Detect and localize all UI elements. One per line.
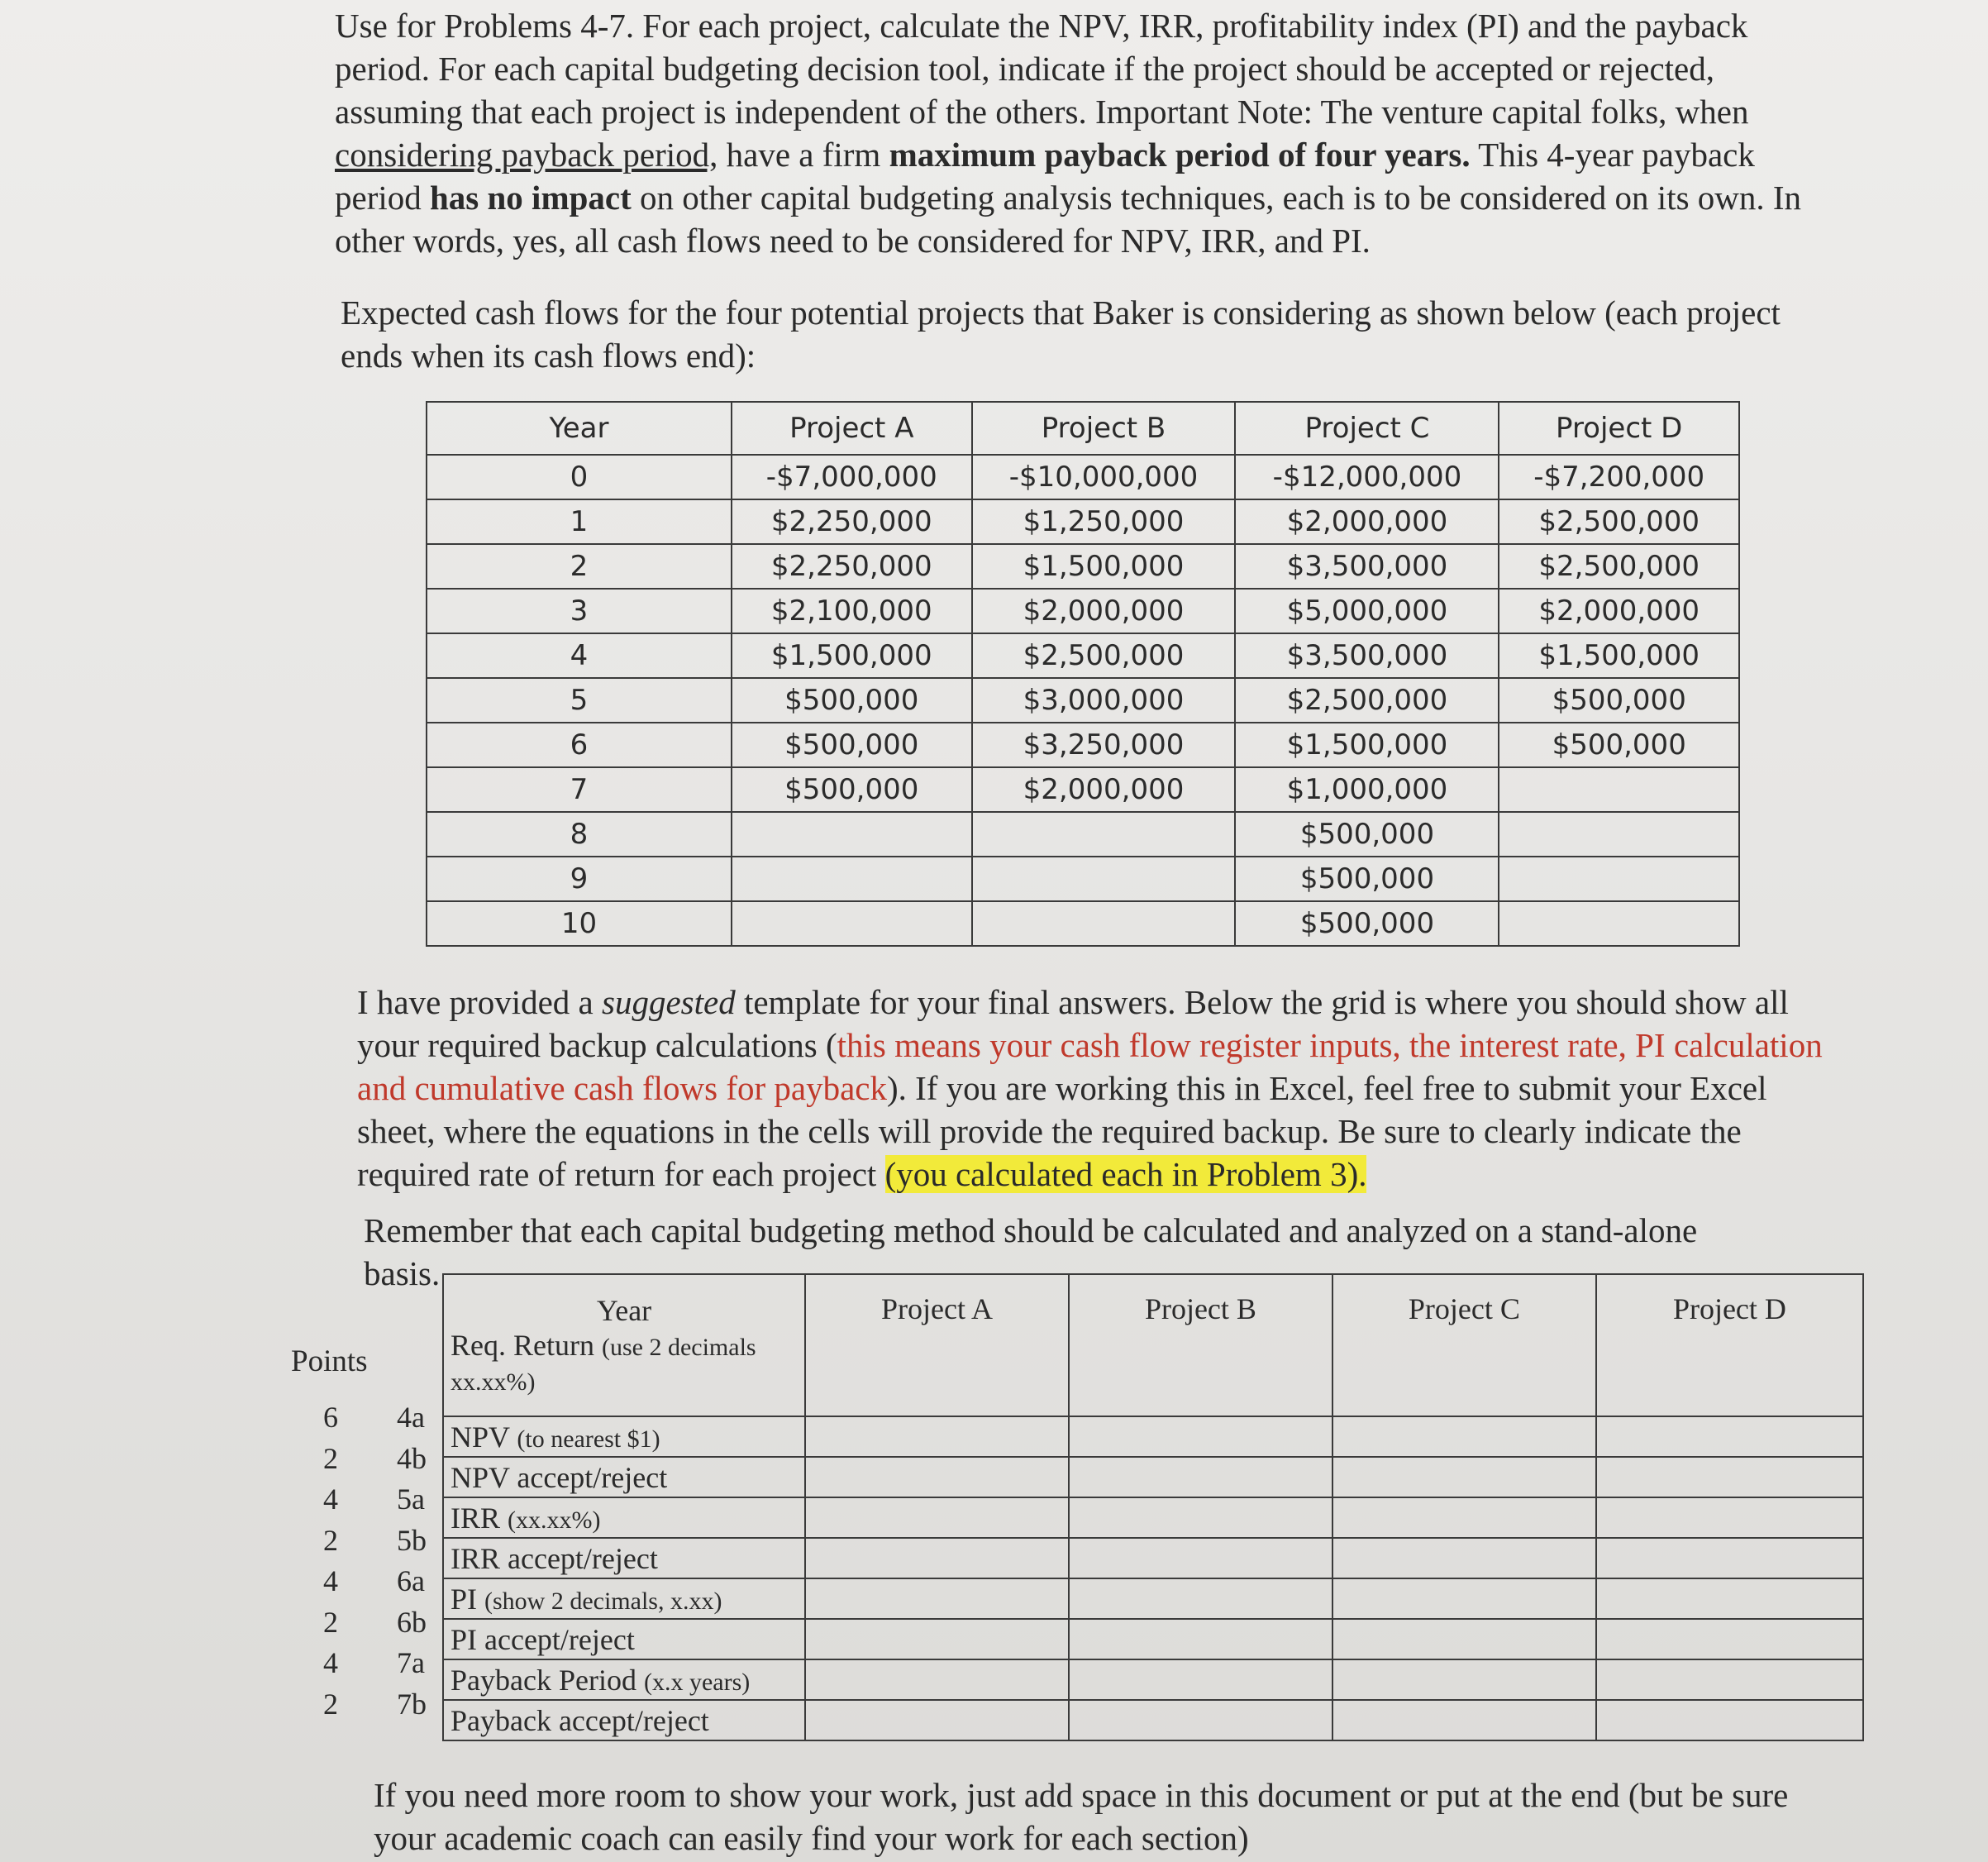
cash-flow-row [427, 499, 1739, 544]
answer-cell[interactable] [1332, 1538, 1596, 1578]
cash-flow-cell: $500,000 [1235, 812, 1499, 857]
points-value: 2 [323, 1687, 338, 1721]
year-cell: 5 [427, 678, 732, 723]
answer-header-row [443, 1274, 1863, 1416]
cash-flow-cell: $2,500,000 [1499, 544, 1739, 589]
cash-flow-cell: $2,500,000 [972, 633, 1236, 678]
cash-flow-cell: $2,000,000 [972, 767, 1236, 812]
problem-number: 5a [397, 1482, 425, 1516]
cash-flow-cell [1499, 767, 1739, 812]
answer-row-label: PI accept/reject [443, 1619, 805, 1659]
answer-cell[interactable] [1332, 1457, 1596, 1497]
year-label: Year [596, 1294, 652, 1327]
cash-flow-cell [972, 857, 1236, 901]
cash-flow-header-row [427, 402, 1739, 455]
points-value: 2 [323, 1441, 338, 1475]
cash-flow-cell: $1,250,000 [972, 499, 1236, 544]
answer-cell[interactable] [1596, 1416, 1863, 1457]
answer-header-project-c: Project C [1332, 1274, 1596, 1416]
cash-flow-cell [732, 812, 972, 857]
year-cell: 7 [427, 767, 732, 812]
answer-cell[interactable] [1596, 1457, 1863, 1497]
cash-flow-cell: $1,500,000 [972, 544, 1236, 589]
answer-header-project-a: Project A [805, 1274, 1069, 1416]
cash-flow-cell: $1,500,000 [1235, 723, 1499, 767]
answer-row [443, 1578, 1863, 1619]
answer-cell[interactable] [805, 1457, 1069, 1497]
year-cell: 3 [427, 589, 732, 633]
cash-flow-cell: $1,500,000 [732, 633, 972, 678]
answer-cell[interactable] [1069, 1659, 1332, 1700]
answer-row [443, 1619, 1863, 1659]
answer-cell[interactable] [805, 1578, 1069, 1619]
header-project-b: Project B [972, 402, 1236, 455]
year-cell: 0 [427, 455, 732, 499]
cash-flow-cell: -$7,200,000 [1499, 455, 1739, 499]
year-cell: 2 [427, 544, 732, 589]
cash-flow-cell: $500,000 [1235, 857, 1499, 901]
cash-flow-cell: $1,500,000 [1499, 633, 1739, 678]
answer-cell[interactable] [1069, 1457, 1332, 1497]
cash-flow-row [427, 901, 1739, 946]
expected-cash-flows-text: Expected cash flows for the four potential projects that Baker is considering as shown below (each project ends when its cash flows end): [341, 294, 1781, 375]
points-value: 4 [323, 1564, 338, 1597]
answer-cell[interactable] [1069, 1497, 1332, 1538]
answer-cell[interactable] [1596, 1619, 1863, 1659]
cash-flow-cell [972, 901, 1236, 946]
cash-flow-cell: $2,100,000 [732, 589, 972, 633]
cash-flow-cell: $500,000 [1499, 723, 1739, 767]
cash-flow-cell: -$10,000,000 [972, 455, 1236, 499]
points-value: 4 [323, 1646, 338, 1679]
problem-number: 7b [397, 1687, 427, 1721]
answer-row-label: PI (show 2 decimals, x.xx) [443, 1578, 805, 1619]
cash-flow-row [427, 812, 1739, 857]
header-project-a: Project A [732, 402, 972, 455]
cash-flow-cell: $2,250,000 [732, 544, 972, 589]
cash-flow-cell [1499, 857, 1739, 901]
remember-text: Remember that each capital budgeting method should be calculated and analyzed on a stand-alone basis. [364, 1211, 1698, 1292]
cash-flow-cell: $2,500,000 [1499, 499, 1739, 544]
answer-row-label: Payback Period (x.x years) [443, 1659, 805, 1700]
year-req-return-cell [443, 1274, 805, 1416]
answer-cell[interactable] [1069, 1538, 1332, 1578]
answer-row [443, 1538, 1863, 1578]
cash-flow-cell: $500,000 [732, 767, 972, 812]
cash-flow-cell: $2,500,000 [1235, 678, 1499, 723]
year-cell: 10 [427, 901, 732, 946]
cash-flow-table [426, 401, 1740, 947]
cash-flow-row [427, 544, 1739, 589]
answer-cell[interactable] [1069, 1700, 1332, 1740]
answer-cell[interactable] [1332, 1416, 1596, 1457]
points-value: 2 [323, 1605, 338, 1639]
cash-flow-cell: $2,000,000 [972, 589, 1236, 633]
cash-flow-cell: $2,000,000 [1499, 589, 1739, 633]
points-value: 6 [323, 1401, 338, 1434]
year-cell: 9 [427, 857, 732, 901]
answer-row-label: Payback accept/reject [443, 1700, 805, 1740]
answer-row [443, 1497, 1863, 1538]
req-return-note: (use 2 decimals xx.xx%) [451, 1334, 756, 1396]
answer-cell[interactable] [805, 1416, 1069, 1457]
answer-cell[interactable] [1596, 1700, 1863, 1740]
answer-cell[interactable] [1069, 1619, 1332, 1659]
problem-number: 7a [397, 1646, 425, 1679]
answer-row-label: IRR accept/reject [443, 1538, 805, 1578]
cash-flow-cell: -$7,000,000 [732, 455, 972, 499]
problem-number: 4a [397, 1401, 425, 1434]
answer-cell[interactable] [805, 1700, 1069, 1740]
points-header: Points [291, 1344, 368, 1378]
answer-cell[interactable] [1332, 1659, 1596, 1700]
answer-row [443, 1416, 1863, 1457]
header-year: Year [427, 402, 732, 455]
answer-cell[interactable] [1332, 1619, 1596, 1659]
answer-cell[interactable] [1332, 1497, 1596, 1538]
points-value: 4 [323, 1482, 338, 1516]
cash-flow-cell: $3,250,000 [972, 723, 1236, 767]
answer-row [443, 1700, 1863, 1740]
cash-flow-cell [1499, 812, 1739, 857]
cash-flow-cell [1499, 901, 1739, 946]
answer-header-project-d: Project D [1596, 1274, 1863, 1416]
cash-flow-cell: $500,000 [732, 723, 972, 767]
footer-note: If you need more room to show your work, just add space in this document or put at the end (but be sure your academic coach can easily find your work for each section) [374, 1776, 1789, 1857]
problem-number: 5b [397, 1523, 427, 1557]
answer-cell[interactable] [1596, 1497, 1863, 1538]
cash-flow-cell: $500,000 [732, 678, 972, 723]
cash-flow-row [427, 455, 1739, 499]
problem-number: 4b [397, 1441, 427, 1475]
cash-flow-cell: $2,000,000 [1235, 499, 1499, 544]
cash-flow-cell: $2,250,000 [732, 499, 972, 544]
answer-cell[interactable] [805, 1619, 1069, 1659]
cash-flow-cell [732, 857, 972, 901]
answer-cell[interactable] [1596, 1578, 1863, 1619]
answer-header-project-b: Project B [1069, 1274, 1332, 1416]
cash-flow-cell [972, 812, 1236, 857]
year-cell: 1 [427, 499, 732, 544]
cash-flow-cell [732, 901, 972, 946]
cash-flow-cell: $3,500,000 [1235, 544, 1499, 589]
cash-flow-row [427, 633, 1739, 678]
answer-cell[interactable] [1596, 1659, 1863, 1700]
year-cell: 8 [427, 812, 732, 857]
year-cell: 6 [427, 723, 732, 767]
cash-flow-row [427, 767, 1739, 812]
answer-cell[interactable] [1596, 1538, 1863, 1578]
cash-flow-cell: $5,000,000 [1235, 589, 1499, 633]
header-project-d: Project D [1499, 402, 1739, 455]
cash-flow-row [427, 723, 1739, 767]
problem-number: 6b [397, 1605, 427, 1639]
answer-row-label: IRR (xx.xx%) [443, 1497, 805, 1538]
answer-row-label: NPV (to nearest $1) [443, 1416, 805, 1457]
year-cell: 4 [427, 633, 732, 678]
answer-cell[interactable] [805, 1538, 1069, 1578]
answer-cell[interactable] [1069, 1578, 1332, 1619]
cash-flow-cell: $1,000,000 [1235, 767, 1499, 812]
answer-row [443, 1659, 1863, 1700]
cash-flow-cell: $500,000 [1235, 901, 1499, 946]
cash-flow-cell: -$12,000,000 [1235, 455, 1499, 499]
cash-flow-cell: $500,000 [1499, 678, 1739, 723]
template-instructions: I have provided a suggested template for your final answers. Below the grid is where you should show all your required backup calculations (this means your cash flow register inputs, the interest rate, PI calculation and cumulative cash flows for payback). If you are working this in Excel, feel free to submit your Excel sheet, where the equations in the cells will provide the required backup. Be sure to clearly indicate the required rate of return for each project (you calculated each in Problem 3). [357, 983, 1823, 1193]
cash-flow-cell: $3,000,000 [972, 678, 1236, 723]
points-value: 2 [323, 1523, 338, 1557]
answer-cell[interactable] [1069, 1416, 1332, 1457]
header-project-c: Project C [1235, 402, 1499, 455]
cash-flow-row [427, 589, 1739, 633]
instructions-paragraph: Use for Problems 4-7. For each project, calculate the NPV, IRR, profitability index (PI) and the payback period. For each capital budgeting decision tool, indicate if the project should be accepted or rejected, assuming that each project is independent of the others. Important Note: The venture capital folks, when considering payback period, have a firm maximum payback period of four years. This 4-year payback period has no impact on other capital budgeting analysis techniques, each is to be considered on its own. In other words, yes, all cash flows need to be considered for NPV, IRR, and PI. [335, 7, 1802, 260]
cash-flow-row [427, 857, 1739, 901]
cash-flow-row [427, 678, 1739, 723]
answer-cell[interactable] [1332, 1578, 1596, 1619]
answer-cell[interactable] [1332, 1700, 1596, 1740]
answer-cell[interactable] [805, 1497, 1069, 1538]
answer-row-label: NPV accept/reject [443, 1457, 805, 1497]
answer-row [443, 1457, 1863, 1497]
cash-flow-cell: $3,500,000 [1235, 633, 1499, 678]
req-return-label: Req. Return [451, 1329, 602, 1362]
problem-number: 6a [397, 1564, 425, 1597]
answer-template-table [442, 1273, 1864, 1741]
answer-cell[interactable] [805, 1659, 1069, 1700]
